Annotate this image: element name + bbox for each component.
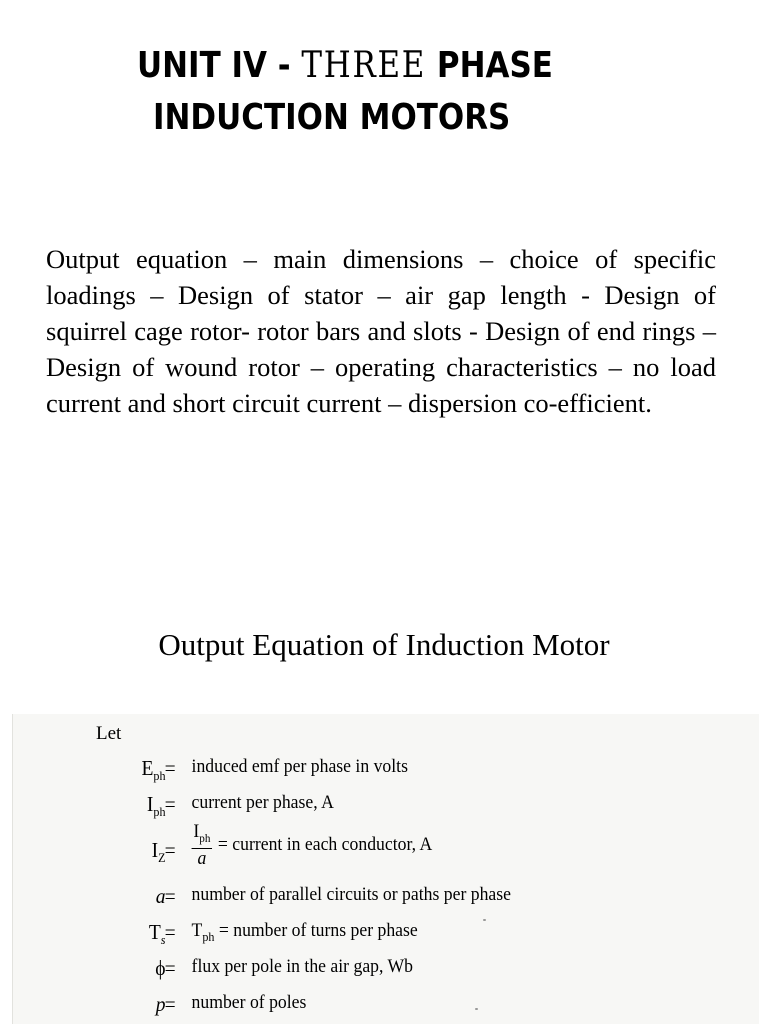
section-heading: Output Equation of Induction Motor — [158, 627, 610, 662]
equals-sign: = — [164, 884, 176, 908]
equals-sign: = — [164, 992, 176, 1016]
definition-symbol: $I_Z$ — [151, 838, 166, 866]
definition-symbol: $E_{ph}$ — [141, 756, 166, 784]
definition-row — [13, 821, 707, 880]
fraction: $\frac{I_{ph}}{a}$ — [193, 821, 211, 869]
title-unit-text: UNIT IV - — [137, 45, 302, 86]
definition-row — [13, 752, 707, 788]
definition-text: induced emf per phase in volts — [191, 756, 408, 777]
definition-row — [13, 952, 707, 988]
title-phase-text: PHASE — [426, 45, 553, 86]
definition-row — [13, 988, 707, 1024]
equals-sign: = — [164, 956, 176, 980]
definition-symbol: a — [155, 884, 166, 908]
definition-text: number of poles — [191, 992, 307, 1013]
definition-text: number of parallel circuits or paths per phase — [191, 884, 511, 905]
definition-text: current per phase, A — [191, 792, 334, 813]
equals-sign: = — [164, 792, 176, 816]
equals-sign: = — [164, 920, 176, 944]
definition-row — [13, 916, 707, 952]
definition-list — [13, 752, 759, 1024]
scan-speck — [483, 919, 486, 921]
definition-text: $\frac{I_{ph}}{a}$ = current in each conductor, A — [193, 821, 433, 869]
definition-symbol: ϕ — [155, 956, 166, 980]
equals-sign: = — [164, 838, 176, 862]
title-line-2: INDUCTION MOTORS — [153, 97, 511, 138]
title-three-text: THREE — [301, 45, 427, 86]
definition-row — [13, 880, 707, 916]
definition-text: $T_{ph}$ = number of turns per phase — [191, 920, 418, 944]
page-title — [0, 40, 768, 144]
definition-text: flux per pole in the air gap, Wb — [191, 956, 414, 977]
definition-symbol: p — [155, 992, 166, 1016]
scan-speck — [475, 1008, 478, 1010]
title-line-1 — [137, 40, 680, 92]
let-label: Let — [96, 723, 122, 744]
equals-sign: = — [164, 756, 176, 780]
definition-symbol: $I_{ph}$ — [146, 792, 166, 820]
scanned-equation-image — [12, 714, 759, 1024]
syllabus-paragraph: Output equation – main dimensions – choice of specific loadings – Design of stator – air gap length - Design of squirrel cage rotor- rotor bars and slots - Design of end rings – Design of wound rotor – operating characteristics – no load current and short circuit current – dispersion co-efficient. — [46, 244, 716, 418]
definition-symbol: $T_s$ — [148, 920, 166, 948]
definition-row — [13, 788, 707, 824]
